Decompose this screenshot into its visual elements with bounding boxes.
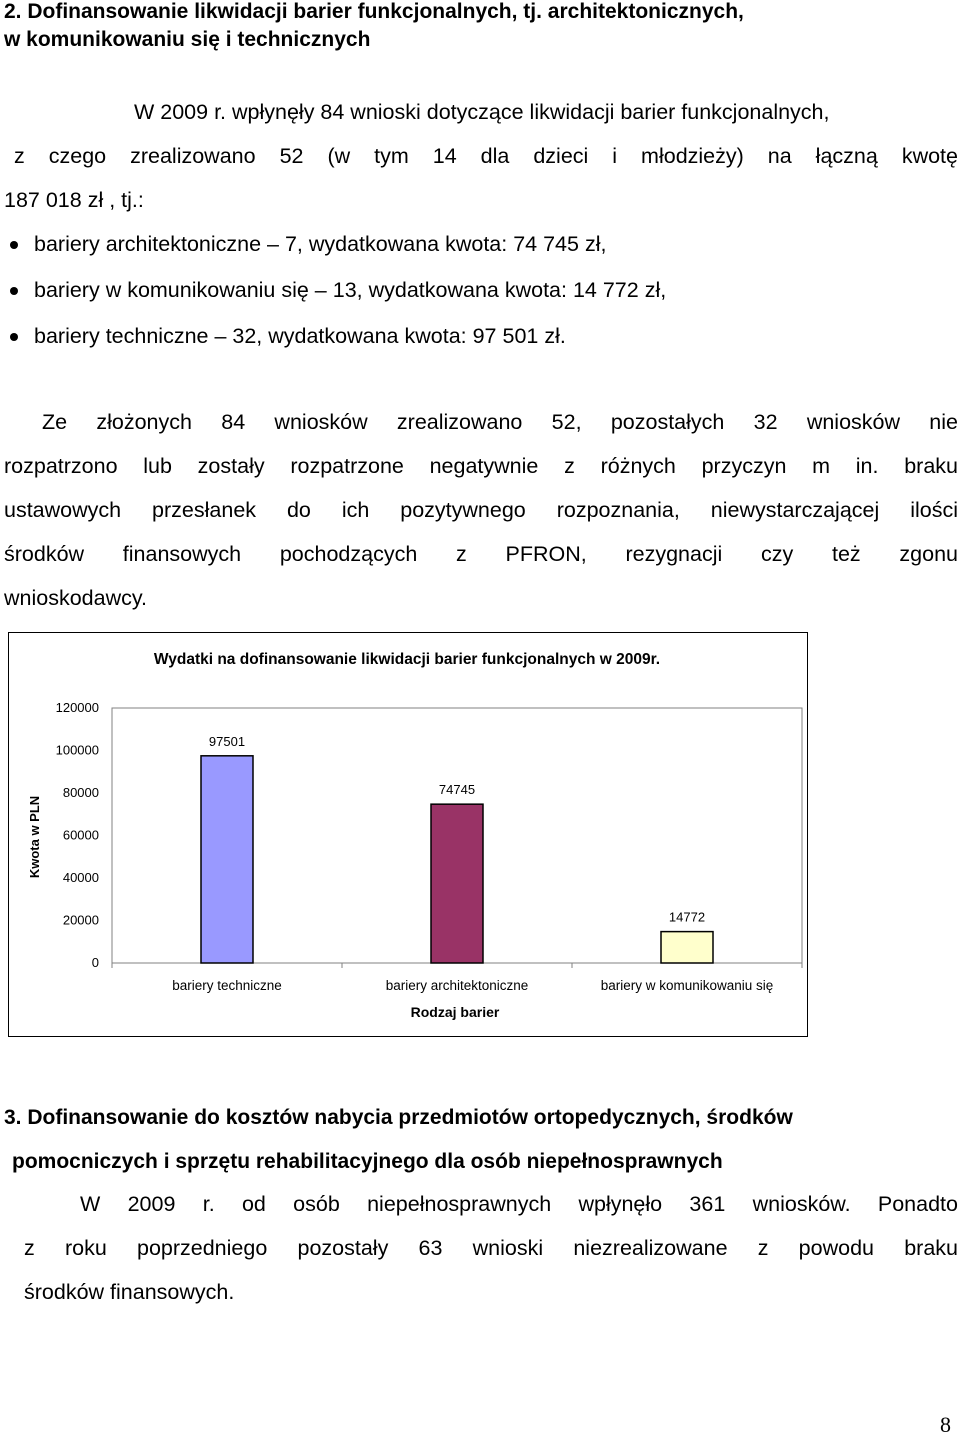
section-2-heading-line-2: w komunikowaniu się i technicznych (4, 28, 371, 51)
section-2-heading-line-1: 2. Dofinansowanie likwidacji barier funkcjonalnych, tj. architektonicznych, (4, 0, 744, 23)
bullet-item: bariery techniczne – 32, wydatkowana kwota: 97 501 zł. (34, 324, 566, 348)
y-tick-label: 20000 (62, 912, 99, 928)
bullet-dot (10, 287, 18, 295)
intro-line-2: z czego zrealizowano 52 (w tym 14 dla dzieci i młodzieży) na łączną kwotę (14, 144, 958, 168)
paragraph-line: ustawowych przesłanek do ich pozytywnego rozpoznania, niewystarczającej ilości (4, 498, 958, 522)
y-tick-label: 80000 (62, 785, 99, 800)
y-tick-label: 100000 (55, 742, 99, 758)
y-tick-label: 60000 (62, 827, 99, 843)
y-tick-label: 40000 (62, 870, 99, 885)
x-tick-label: bariery w komunikowaniu się (600, 978, 774, 993)
expenditure-chart (8, 632, 808, 1037)
y-tick-label: 120000 (55, 700, 99, 715)
bar (431, 804, 483, 963)
bar-value-label: 74745 (438, 782, 476, 798)
chart-svg (9, 633, 806, 1035)
y-tick-label: 0 (91, 955, 99, 970)
chart-ylabel: Kwota w PLN (27, 795, 42, 879)
bar-value-label: 14772 (668, 909, 706, 925)
bullet-dot (10, 333, 18, 341)
x-tick-label: bariery architektoniczne (385, 978, 529, 993)
intro-line-3: 187 018 zł , tj.: (4, 188, 144, 212)
chart-xlabel: Rodzaj barier (410, 1004, 500, 1020)
section-3-heading-line-2: pomocniczych i sprzętu rehabilitacyjnego dla osób niepełnosprawnych (12, 1150, 723, 1173)
bar (661, 932, 713, 963)
bullet-item: bariery w komunikowaniu się – 13, wydatkowana kwota: 14 772 zł, (34, 278, 667, 302)
paragraph-line: Ze złożonych 84 wniosków zrealizowano 52, pozostałych 32 wniosków nie (42, 410, 958, 434)
x-tick-label: bariery techniczne (172, 978, 282, 993)
bar (201, 756, 253, 963)
bullet-item: bariery architektoniczne – 7, wydatkowana kwota: 74 745 zł, (34, 232, 607, 256)
paragraph-line: środków finansowych pochodzących z PFRON, rezygnacji czy też zgonu (4, 542, 958, 566)
intro-line-1: W 2009 r. wpłynęły 84 wnioski dotyczące likwidacji barier funkcjonalnych, (134, 100, 830, 124)
paragraph-line: z roku poprzedniego pozostały 63 wnioski niezrealizowane z powodu braku (24, 1236, 958, 1260)
bullet-dot (10, 241, 18, 249)
chart-title: Wydatki na dofinansowanie likwidacji barier funkcjonalnych w 2009r. (153, 651, 661, 668)
paragraph-line: wnioskodawcy. (4, 586, 147, 610)
bar-value-label: 97501 (208, 733, 246, 749)
paragraph-line: środków finansowych. (24, 1280, 235, 1304)
paragraph-line: rozpatrzono lub zostały rozpatrzone negatywnie z różnych przyczyn m in. braku (4, 454, 958, 478)
page-number: 8 (940, 1412, 951, 1437)
paragraph-line: W 2009 r. od osób niepełnosprawnych wpłynęło 361 wniosków. Ponadto (80, 1192, 958, 1216)
section-3-heading-line-1: 3. Dofinansowanie do kosztów nabycia przedmiotów ortopedycznych, środków (4, 1106, 793, 1129)
